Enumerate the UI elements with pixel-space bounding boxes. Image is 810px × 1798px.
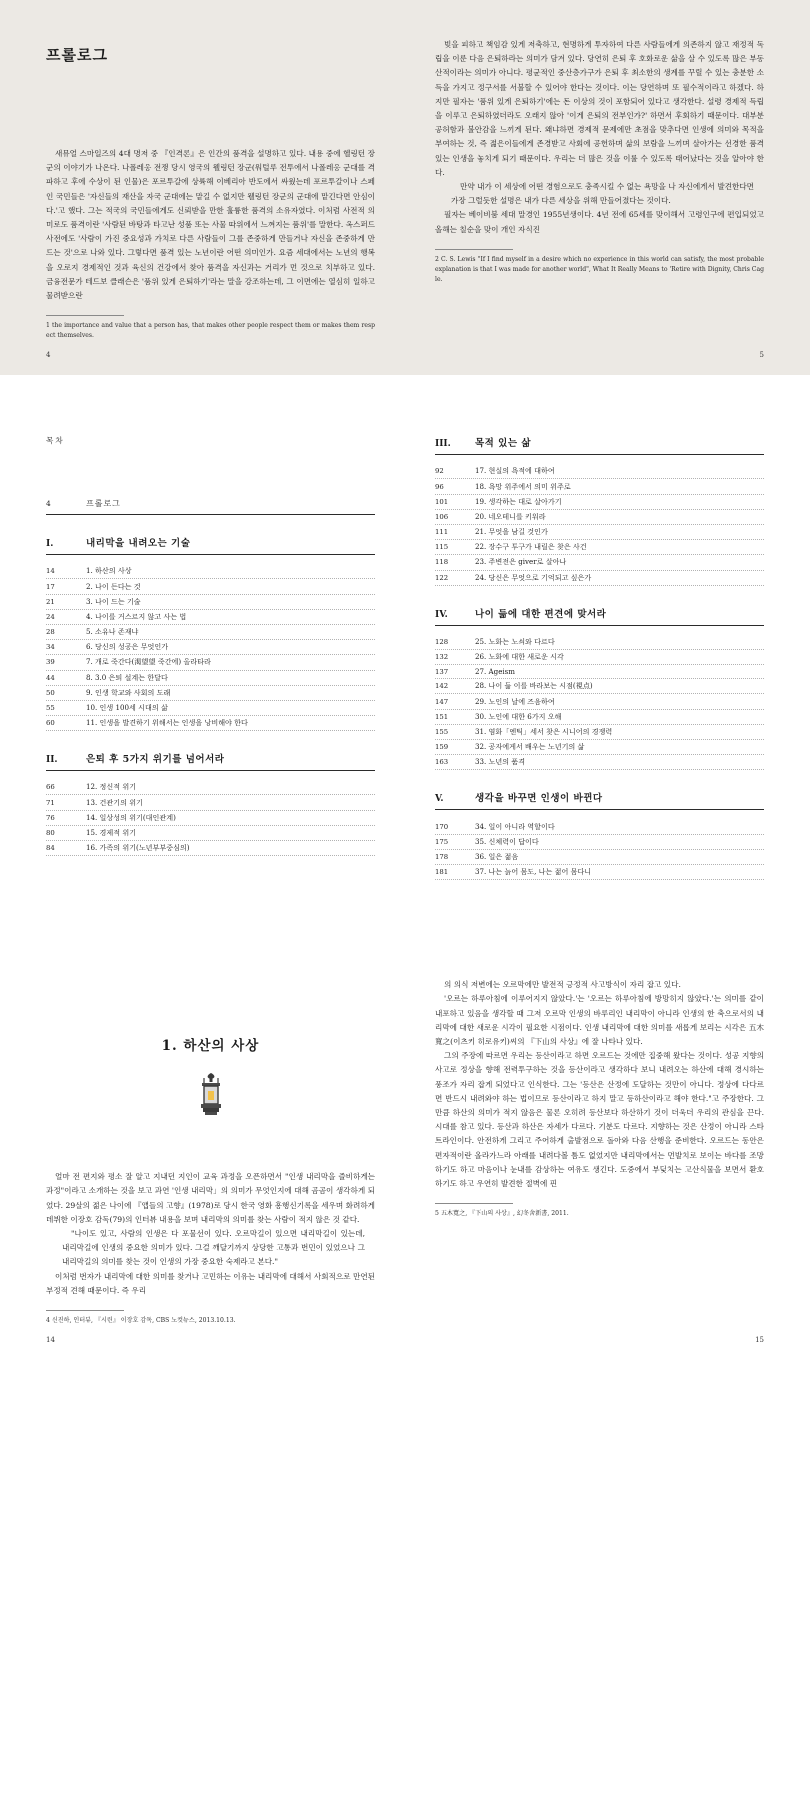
part-title: 목적 있는 삶	[475, 438, 531, 450]
part-number: IV.	[435, 609, 448, 620]
page-number: 21	[46, 597, 55, 606]
list-item[interactable]	[435, 495, 764, 510]
chapter-title: 1. 하산의 사상	[161, 1038, 260, 1055]
page-title: 프롤로그	[46, 46, 108, 64]
page-number: 151	[435, 712, 449, 721]
entry-label: 23. 주변전은 giver로 살아나	[475, 557, 567, 567]
entry-label: 33. 노년의 품격	[475, 757, 526, 767]
footnote-divider	[435, 1203, 513, 1204]
list-item[interactable]	[435, 740, 764, 755]
list-item[interactable]	[435, 665, 764, 679]
entry-label: 프롤로그	[86, 499, 121, 509]
body-text-column	[435, 978, 764, 1191]
list-item[interactable]	[435, 755, 764, 770]
page-number: 84	[46, 844, 55, 853]
entry-label: 13. 건관기의 위기	[86, 797, 143, 807]
entry-label: 11. 인생을 발견하기 위해서는 인생을 낭비해야 한다	[86, 718, 248, 728]
footnote-divider	[46, 1310, 124, 1311]
entry-label: 5. 소유나 존재냐	[86, 627, 139, 637]
entry-label: 3. 나이 드는 기술	[86, 596, 141, 606]
page-number: 175	[435, 837, 449, 846]
part-number: V.	[435, 794, 444, 805]
entry-label: 22. 장수구 투구가 내릴은 찾은 사건	[475, 542, 587, 552]
list-item[interactable]	[435, 865, 764, 880]
paragraph: 이처럼 번자가 내리막에 대한 의미를 찾거나 고민하는 이유는 내리막에 대해서 사회적으로 만연된 부정적 견해 때문이다. 즉 우리	[46, 1271, 375, 1295]
page-number: 60	[46, 719, 55, 728]
page-number: 55	[46, 704, 55, 713]
page-number: 92	[435, 467, 444, 476]
entry-label: 10. 인생 100세 시대의 삶	[86, 703, 168, 713]
list-item[interactable]	[46, 795, 375, 810]
block-quote: "나이도 있고, 사람의 인생은 다 포물선이 있다. 오르막길이 있으면 내리막길이 있는데, 내리막길에 인생의 중요한 의미가 있다. 그걸 깨달기까지 상당한 고통과 번민이 있었으나 그 내리막길의 의미를 찾는 것이 인생의 가장 중요한 숙제라고 본다."	[62, 1228, 365, 1267]
book-spread-chapter-1	[0, 914, 810, 1360]
paragraph: 빚을 피하고 책임감 있게 저축하고, 현명하게 투자하여 다른 사람들에게 의존하지 않고 재정적 독립을 이룬 다음 은퇴하라는 의미가 담겨 있다. 당연히 은퇴 후 호화로운 삶을 살 수 있도록 많은 부동산적이라는 의미가 아니다. 평균적인 중산층가구가 은퇴 후 최소한의 생계를 꾸릴 수 있는 충분한 소득을 가지고 정구서를 서불할 수 있어야 한다는 것이다. 이는 당연하며 또 필수적이라고 하겠다. 하지만 필자는 '품위 있게 은퇴하기'에는 돈 이상의 것이 포함되어 있다고 생각한다. 설령 경제적 득립을 이루고 은퇴하였더라도 오래지 않아 '이게 은퇴의 전부인가?' 하면서 후회하기 때문이다. 대부분 공허함과 불안감을 느끼게 된다. 왜냐하면 경제적 문제에만 초점을 맞추다면 인생에 의미와 목적을 부여하는 것, 즉 젊은이들에게 존경받고 사회에 공헌하며 삶의 보람을 느끼며 살아가는 선경한 품격 있는 인생을 놓치게 되기 때문이다. 우리는 더 많은 것을 이룰 수 있도록 태어났다는 것을 알아야 한다.	[435, 40, 764, 177]
page-number: 137	[435, 668, 449, 677]
page-number: 50	[46, 688, 55, 697]
entry-label: 17. 현실의 욕적에 대하여	[475, 466, 555, 476]
page-number: 170	[435, 822, 449, 831]
entry-label: 24. 당신은 무엇으로 기억되고 싶은가	[475, 572, 592, 582]
list-item[interactable]	[435, 694, 764, 709]
part-number: III.	[435, 439, 451, 450]
footnote-divider	[435, 249, 513, 250]
list-item[interactable]	[46, 564, 375, 579]
entry-label: 20. 네오테니를 키워라	[475, 511, 546, 521]
contents-list-part-1	[46, 564, 375, 731]
footnote: 5 五木寬之, 『下山의 사상』, 幻冬舍新書, 2011.	[435, 1210, 569, 1218]
entry-label: 29. 노인의 날에 즈음하여	[475, 696, 555, 706]
page-number: 34	[46, 643, 55, 652]
body-text-column	[46, 1170, 375, 1298]
page-number: 128	[435, 637, 449, 646]
page-number: 181	[435, 868, 449, 877]
entry-label: 6. 당신의 성공은 무엇인가	[86, 642, 169, 652]
contents-front-matter-row[interactable]	[46, 498, 375, 515]
paragraph: 새뮤얼 스마일즈의 4대 명저 중 『인격론』은 인간의 품격을 설명하고 있다. 내용 중에 헬링턴 장군의 이야기가 나온다. 나폴레옹 전쟁 당시 영국의 웰링턴 장군(워털루 전투에서 나폴레옹 군대를 격파하고 후에 수상이 된 인물)은 포르투갈에 상륙해 이베리아 반도에서 싸웠는데 포르투갈이나 스페인 국민들은 '자신들의 재산을 자국 군대에는 맡길 수 없지만 웰링턴 장군의 군대에 맡긴다면 안심이다.'고 했다. 그는 적국의 국민들에게도 신뢰받을 만한 훌륭한 품격의 소유자였다. 이처럼 사전적 의미로도 품격이란 '사람된 바탕과 타고난 성품 또는 사물 따위에서 느껴지는 품위'를 말한다. 옥스퍼드 사전에도 '사람이 가진 중요성과 가치로 다른 사람들이 그를 존중하게 만들거나 자신을 존중하게 만드는 것'으로 나와 있다. 그렇다면 품격 있는 노년이란 어떤 의미인가. 요즘 세대에서는 노년의 행복을 오로지 경제적인 것과 육신의 건강에서 찾아 품격을 자신과는 거리가 먼 것으로 치부하고 있다. 금융전문가 테드보 클래슨은 '품위 있게 은퇴하기'라는 말을 강조하는데, 그 이면에는 열심히 일하고 물려받으란	[46, 149, 375, 301]
contents-part-header	[435, 435, 764, 455]
entry-label: 30. 노인에 대한 6가지 오해	[475, 711, 562, 721]
page-number: 24	[46, 612, 55, 621]
block-quote: 만약 내가 이 세상에 어떤 경험으로도 충족시킬 수 없는 욕망을 나 자신에게서 발견한다면 가장 그럴듯한 설명은 내가 다른 세상을 위해 만들어졌다는 것이다.	[451, 182, 754, 206]
part-title: 내리막을 내려오는 기술	[86, 538, 191, 550]
part-number: II.	[46, 755, 58, 766]
contents-list-part-2	[46, 780, 375, 856]
list-item[interactable]	[46, 686, 375, 701]
page-number: 155	[435, 727, 449, 736]
list-item[interactable]	[435, 571, 764, 586]
list-item[interactable]	[46, 701, 375, 716]
entry-label: 35. 신체력이 답이다	[475, 836, 539, 846]
entry-label: 25. 노화는 노쇠와 다르다	[475, 636, 555, 646]
page-right-contents	[405, 397, 810, 914]
page-number: 118	[435, 558, 449, 567]
footnote: 1 the importance and value that a person has, that makes other people respect them or makes them respect themselves.	[46, 322, 375, 340]
page-number: 159	[435, 743, 449, 752]
page-number: 14	[46, 567, 55, 576]
page-number: 15	[755, 1336, 764, 1344]
page-number: 14	[46, 1336, 55, 1344]
page-number: 111	[435, 528, 449, 537]
page-number: 163	[435, 758, 449, 767]
list-item[interactable]	[435, 835, 764, 850]
entry-label: 19. 생각하는 대로 살아가기	[475, 496, 562, 506]
list-item[interactable]	[46, 826, 375, 841]
entry-label: 27. Ageism	[475, 667, 516, 677]
chapter-ornament	[46, 1072, 375, 1122]
list-item[interactable]	[46, 671, 375, 686]
entry-label: 7. 개로 죽간다(渴望望 죽간에) 올라타라	[86, 657, 211, 667]
list-item[interactable]	[435, 635, 764, 650]
list-item[interactable]	[435, 540, 764, 555]
contents-part-header	[46, 751, 375, 771]
entry-label: 4. 나이를 거스르지 않고 사는 법	[86, 611, 187, 621]
list-item[interactable]	[435, 479, 764, 494]
contents-part-header	[435, 790, 764, 810]
part-number: I.	[46, 539, 54, 550]
entry-label: 8. 3.0 은퇴 설계는 한달다	[86, 672, 168, 682]
page-number: 80	[46, 828, 55, 837]
entry-label: 2. 나이 든다는 것	[86, 581, 141, 591]
page-left-chapter-1	[0, 940, 405, 1360]
paragraph: 의 의식 저변에는 오르막에만 발전적 긍정적 사고방식이 자리 잡고 있다.	[444, 980, 681, 990]
page-number: 178	[435, 852, 449, 861]
footnote: 4 신진하, 인터뷰, 『시린』 이장호 감독, CBS 노컷뉴스, 2013.10.13.	[46, 1317, 236, 1324]
page-number: 122	[435, 573, 449, 582]
page-number: 132	[435, 653, 449, 662]
page-number: 66	[46, 783, 55, 792]
list-item[interactable]	[46, 625, 375, 640]
page-number: 142	[435, 682, 449, 691]
contents-part-header	[435, 606, 764, 626]
entry-label: 14. 일상성의 위기(대인관계)	[86, 812, 176, 822]
contents-list-part-3	[435, 464, 764, 586]
entry-label: 18. 욕망 위주에서 의미 위주로	[475, 481, 571, 491]
paragraph: 얼마 전 편지와 평소 잘 알고 지내던 지인이 교육 과정을 오픈하면서 "인생 내리막을 즐비하게는 과정"이라고 소개하는 것을 보고 과연 '인생 내리막」의 의미가 무엇인지에 대해 곰곰이 생각하게 되었다. 29살의 젊은 나이에 『앱들의 고향』(1978)로 당시 한국 영화 흥행신기록을 세우며 화려하게 데뷔한 이장호 감독(79)의 인터뷰 내용을 보며 내리막의 의미를 찾는 사람이 적지 않은 것 같다.	[46, 1172, 375, 1224]
page-number: 115	[435, 543, 449, 552]
page-number: 76	[46, 813, 55, 822]
entry-label: 9. 인생 학교와 사회의 도래	[86, 687, 171, 697]
footnote-divider	[46, 315, 124, 316]
paragraph: 그의 주장에 따르면 우리는 등산이라고 하면 오르드는 것에만 집중해 왔다는 것이다. 성공 지향의 사고로 정상을 향해 전력투구하는 것을 등산이라고 생각하다 보니 내려오는 하산에 대해 경시하는 풍조가 자리 잡게 되었다고 인식한다. 그는 '등산은 산정에 도달하는 것만이 아니다. 정상에 다다르면 반드시 내려와야 하는 법이므로 등산이라고 하지 말고 등하산이라고 해야 한다."고 주장한다. 그만큼 하산의 의미가 적지 않음은 물론 오히려 등산보다 하산하기 것이 더욱더 우리의 관심을 끈다. 시대를 참고 있다. 등산과 하산은 자세가 다르다. 기분도 다르다. 지향하는 것은 산정이 아니라 스타트라인이다. 안전하게 그리고 주어하게 출발점으로 돌아와 다음 산행을 준비한다. 오르드는 동안은 편자적이란 올라가느라 아래를 내려다볼 틈도 없었지만 내리막에서는 먼발치로 보이는 바다를 조망하기도 하고 마음이나 눈내를 감상하는 여유도 생긴다. 도중에서 부딪치는 고산식물을 보면서 환호하기도 하고 우연히 발견한 절벽에 핀	[435, 1051, 764, 1189]
page-number: 101	[435, 497, 449, 506]
page-number: 5	[759, 351, 764, 360]
list-item[interactable]	[435, 464, 764, 479]
entry-label: 31. 염화「엔틱」세서 찾은 시니어의 경쟁력	[475, 726, 613, 736]
page-number: 44	[46, 673, 55, 682]
page-number: 96	[435, 482, 444, 491]
body-text-column	[435, 38, 764, 237]
page-number: 147	[435, 697, 449, 706]
page-right-chapter-1	[405, 940, 810, 1360]
page-number: 106	[435, 512, 449, 521]
list-item[interactable]	[435, 679, 764, 694]
paragraph: '오르는 하루아침에 이루어지지 않았다.'는 '오르는 하루아침에 방망히지 않았다.'는 의미를 같이 내포하고 있음을 생각할 때 그저 오르막 인생의 바루리인 내리막이 아니라 인생의 한 축으로서의 내리막에 대한 새로운 시각이 필요한 시점이다. 인생 내리막에 대한 의미를 새롭게 보리는 시각은 五木寬之(이츠키 히로유키)씨의 『下山의 사상』에 잘 나타나 있다.	[435, 994, 764, 1046]
page-number: 17	[46, 582, 55, 591]
list-item[interactable]	[435, 725, 764, 740]
entry-label: 21. 무엇을 남길 것인가	[475, 527, 548, 537]
entry-label: 37. 나는 늙어 몸도, 나는 젊어 몸다니	[475, 867, 592, 877]
entry-label: 26. 노화에 대한 새로운 시각	[475, 652, 564, 662]
entry-label: 15. 경제적 위기	[86, 827, 137, 837]
part-title: 은퇴 후 5가지 위기를 넘어서라	[86, 754, 225, 766]
list-item[interactable]	[435, 850, 764, 865]
list-item[interactable]	[435, 710, 764, 725]
contents-heading: 목차	[46, 436, 65, 446]
list-item[interactable]	[46, 780, 375, 795]
entry-label: 12. 정신적 위기	[86, 782, 137, 792]
list-item[interactable]	[435, 510, 764, 525]
list-item[interactable]	[46, 595, 375, 610]
list-item[interactable]	[46, 579, 375, 594]
page-number: 4	[46, 351, 51, 360]
entry-label: 36. 일은 젊음	[475, 851, 519, 861]
list-item[interactable]	[435, 650, 764, 665]
list-item[interactable]	[46, 610, 375, 625]
part-title: 나이 듦에 대한 편견에 맞서라	[475, 608, 607, 620]
entry-label: 28. 나이 듦 이를 바라보는 시점(視点)	[475, 681, 593, 691]
paragraph: 필자는 베이비붐 세대 말경인 1955년생이다. 4년 전에 65세를 맞이해서 고령인구에 편입되었고 올해는 칠순을 맞이 개인 자식진	[435, 210, 764, 234]
contents-part-header	[46, 535, 375, 555]
lantern-icon	[194, 1072, 228, 1122]
contents-list-part-4	[435, 635, 764, 771]
page-left-prologue	[0, 0, 405, 375]
page-number: 28	[46, 628, 55, 637]
list-item[interactable]	[46, 655, 375, 670]
list-item[interactable]	[435, 555, 764, 570]
page-right-prologue	[405, 0, 810, 375]
page-number: 71	[46, 798, 55, 807]
list-item[interactable]	[46, 640, 375, 655]
footnote: 2 C. S. Lewis "If I find myself in a desire which no experience in this world can satisfy, the most probable explanation is that I was made for another world", What It Really Means to 'Retire with Dignity, Chris Cagle.	[435, 255, 764, 283]
part-title: 생각을 바꾸면 인생이 바뀐다	[475, 793, 603, 805]
list-item[interactable]	[46, 811, 375, 826]
contents-list-part-5	[435, 819, 764, 880]
body-text-column	[46, 147, 375, 303]
book-spread-prologue	[0, 0, 810, 375]
list-item[interactable]	[435, 819, 764, 834]
page-number: 39	[46, 658, 55, 667]
entry-label: 1. 하산의 사상	[86, 566, 132, 576]
book-spread-contents	[0, 375, 810, 914]
page-left-contents	[0, 397, 405, 914]
entry-label: 16. 가족의 위기(노년부부중심의)	[86, 843, 190, 853]
list-item[interactable]	[435, 525, 764, 540]
entry-label: 32. 공자에게서 배우는 노년기의 삶	[475, 742, 585, 752]
page-number: 4	[46, 499, 51, 509]
list-item[interactable]	[46, 716, 375, 731]
list-item[interactable]	[46, 841, 375, 856]
entry-label: 34. 일이 아니라 역할이다	[475, 821, 555, 831]
